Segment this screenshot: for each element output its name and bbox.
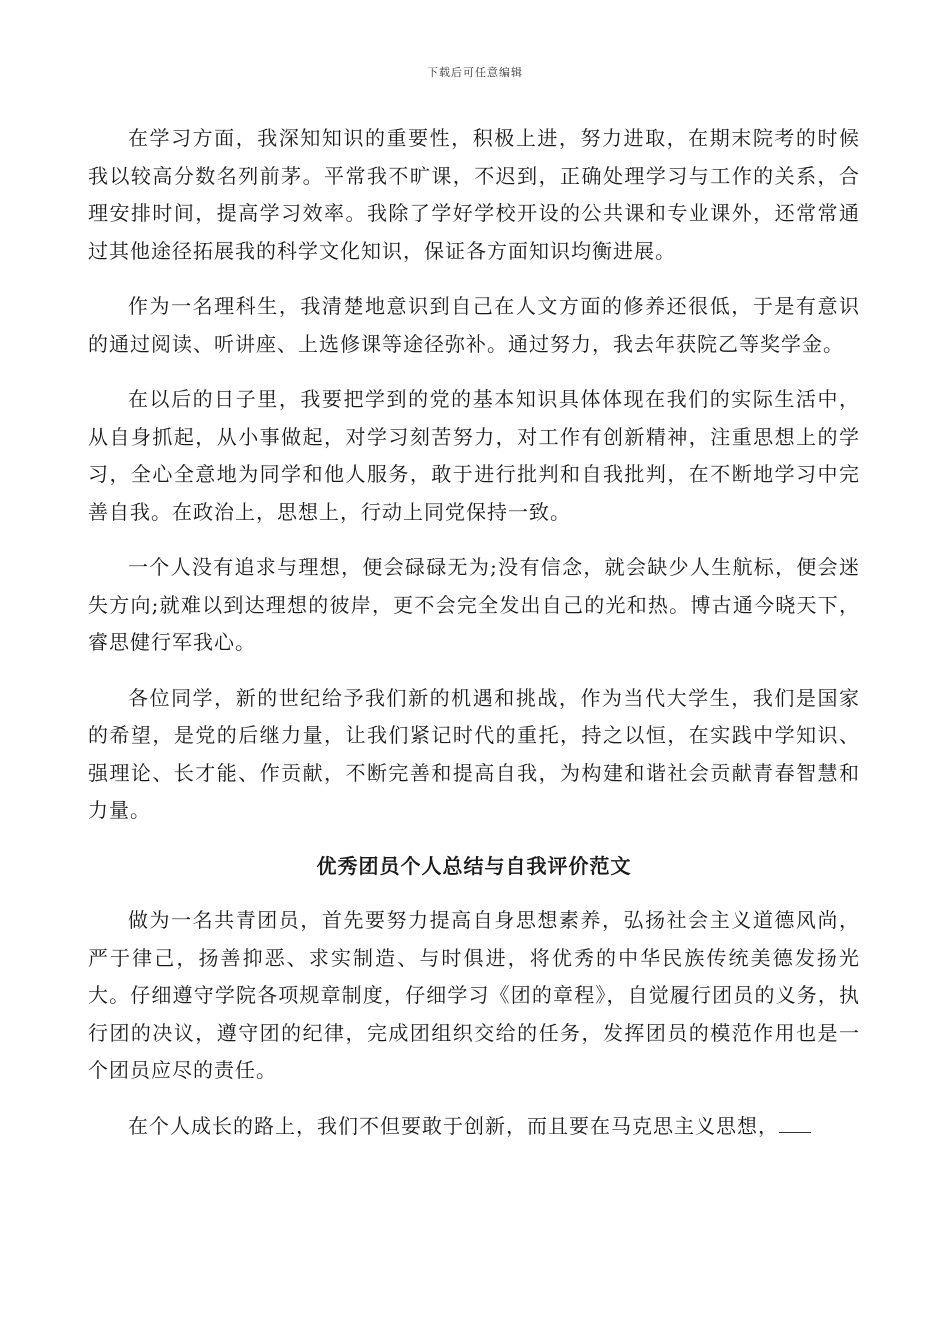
continuation-blank-line (779, 1114, 811, 1133)
section-last-line (88, 1108, 860, 1146)
paragraph-study: 在学习方面，我深知知识的重要性，积极上进，努力进取，在期末院考的时候我以较高分数名列前茅。平常我不旷课，不迟到，正确处理学习与工作的关系，合理安排时间，提高学习效率。我除了学好学校开设的公共课和专业课外，还常常通过其他途径拓展我的科学文化知识，保证各方面知识均衡进展。 (88, 126, 860, 263)
section-paragraph: 做为一名共青团员，首先要努力提高自身思想素养，弘扬社会主义道德风尚，严于律己，扬善抑恶、求实制造、与时俱进，将优秀的中华民族传统美德发扬光大。仔细遵守学院各项规章制度，仔细学习《团的章程》，自觉履行团员的义务，执行团的决议，遵守团的纪律，完成团组织交给的任务，发挥团员的模范作用也是一个团员应尽的责任。 (88, 908, 860, 1082)
paragraph-closing: 各位同学，新的世纪给予我们新的机遇和挑战，作为当代大学生，我们是国家的希望，是党的后继力量，让我们紧记时代的重托，持之以恒，在实践中学知识、强理论、长才能、作贡献，不断完善和提高自我，为构建和谐社会贡献青春智慧和力量。 (88, 685, 860, 822)
paragraph-future: 在以后的日子里，我要把学到的党的基本知识具体体现在我们的实际生活中，从自身抓起，从小事做起，对学习刻苦努力，对工作有创新精神，注重思想上的学习，全心全意地为同学和他人服务，敢于进行批判和自我批判，在不断地学习中完善自我。在政治上，思想上，行动上同党保持一致。 (88, 387, 860, 524)
section-title: 优秀团员个人总结与自我评价范文 (316, 853, 632, 878)
paragraph-ideals: 一个人没有追求与理想，便会碌碌无为;没有信念，就会缺少人生航标，便会迷失方向;就难以到达理想的彼岸，更不会完全发出自己的光和热。博古通今晓天下，睿思健行军我心。 (88, 555, 860, 654)
paragraph-humanities: 作为一名理科生，我清楚地意识到自己在人文方面的修养还很低，于是有意识的通过阅读、听讲座、上选修课等途径弥补。通过努力，我去年获院乙等奖学金。 (88, 294, 860, 356)
section-last-line-text: 在个人成长的路上，我们不但要敢于创新，而且要在马克思主义思想， (128, 1113, 779, 1138)
document-body (88, 120, 860, 1163)
page-header-note: 下载后可任意编辑 (427, 66, 523, 79)
